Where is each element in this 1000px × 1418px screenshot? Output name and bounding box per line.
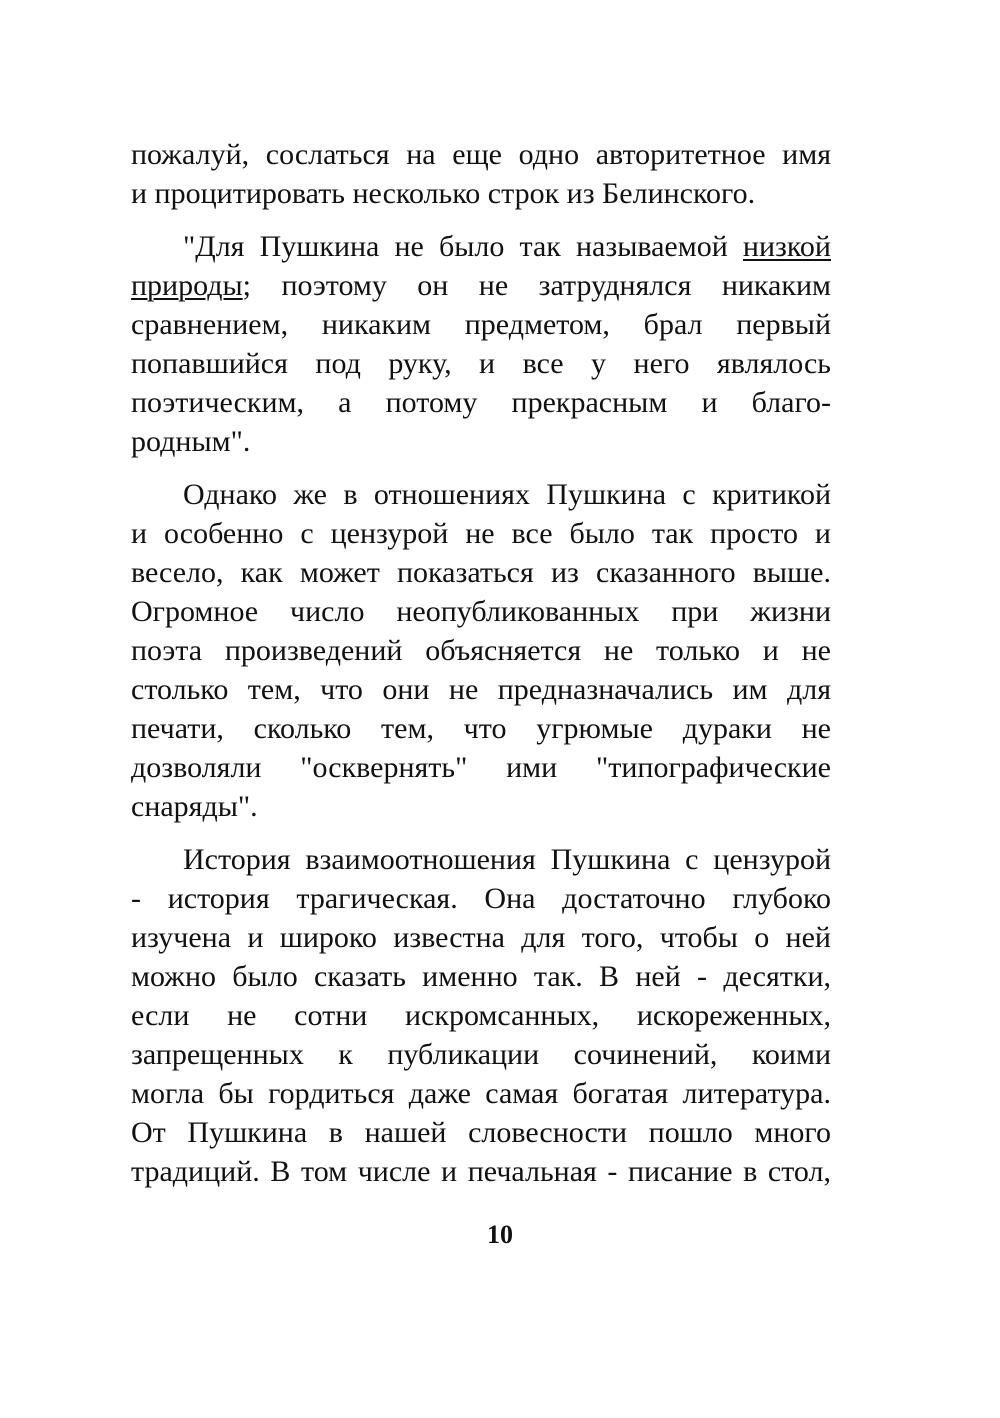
quote-text: "Для Пушкина не было так называемой <box>183 230 728 263</box>
underlined-phrase: низкой <box>742 230 831 263</box>
text-line: История взаимоотношения Пушкина с цензурой <box>183 843 831 876</box>
text-line: и процитировать несколько строк из Белинского. <box>131 177 756 210</box>
text-line <box>131 227 831 266</box>
text-line: изучена и широко известна для того, чтобы о ней <box>131 921 831 954</box>
page-body <box>131 135 831 1191</box>
quote-text: ; поэтому он не затруднялся никаким <box>242 269 831 302</box>
paragraph-2-belinsky-quote <box>131 227 831 461</box>
text-line: - история трагическая. Она достаточно глубоко <box>131 882 831 915</box>
text-line: традиций. В том числе и печальная - писание в стол, <box>131 1155 831 1188</box>
text-line: попавшийся под руку, и все у него являлось <box>131 347 831 380</box>
page-number: 10 <box>487 1220 513 1249</box>
text-line: если не сотни искромсанных, искореженных, <box>131 999 831 1032</box>
text-line <box>131 266 831 305</box>
text-line: и особенно с цензурой не все было так просто и <box>131 517 831 550</box>
text-line: запрещенных к публикации сочинений, коими <box>131 1038 831 1071</box>
text-line: поэтическим, а потому прекрасным и благо- <box>131 386 831 419</box>
text-line: дозволяли "осквернять" ими "типографические <box>131 751 831 784</box>
text-line: поэта произведений объясняется не только и не <box>131 634 831 667</box>
text-line: Огромное число неопубликованных при жизни <box>131 595 831 628</box>
text-line: родным". <box>131 425 251 458</box>
text-line: весело, как может показаться из сказанного выше. <box>131 556 831 589</box>
text-line: сравнением, никаким предметом, брал первый <box>131 308 831 341</box>
underlined-phrase: природы <box>131 269 243 302</box>
text-line: печати, сколько тем, что угрюмые дураки не <box>131 712 831 745</box>
text-line: столько тем, что они не предназначались им для <box>131 673 831 706</box>
paragraph-1 <box>131 135 831 213</box>
text-line: могла бы гордиться даже самая богатая литература. <box>131 1077 831 1110</box>
text-line: От Пушкина в нашей словесности пошло много <box>131 1116 831 1149</box>
paragraph-3 <box>131 475 831 826</box>
text-line: снаряды". <box>131 790 258 823</box>
text-line: пожалуй, сослаться на еще одно авторитетное имя <box>131 138 831 171</box>
paragraph-4 <box>131 840 831 1191</box>
text-line: Однако же в отношениях Пушкина с критикой <box>183 478 831 511</box>
text-line: можно было сказать именно так. В ней - десятки, <box>131 960 831 993</box>
